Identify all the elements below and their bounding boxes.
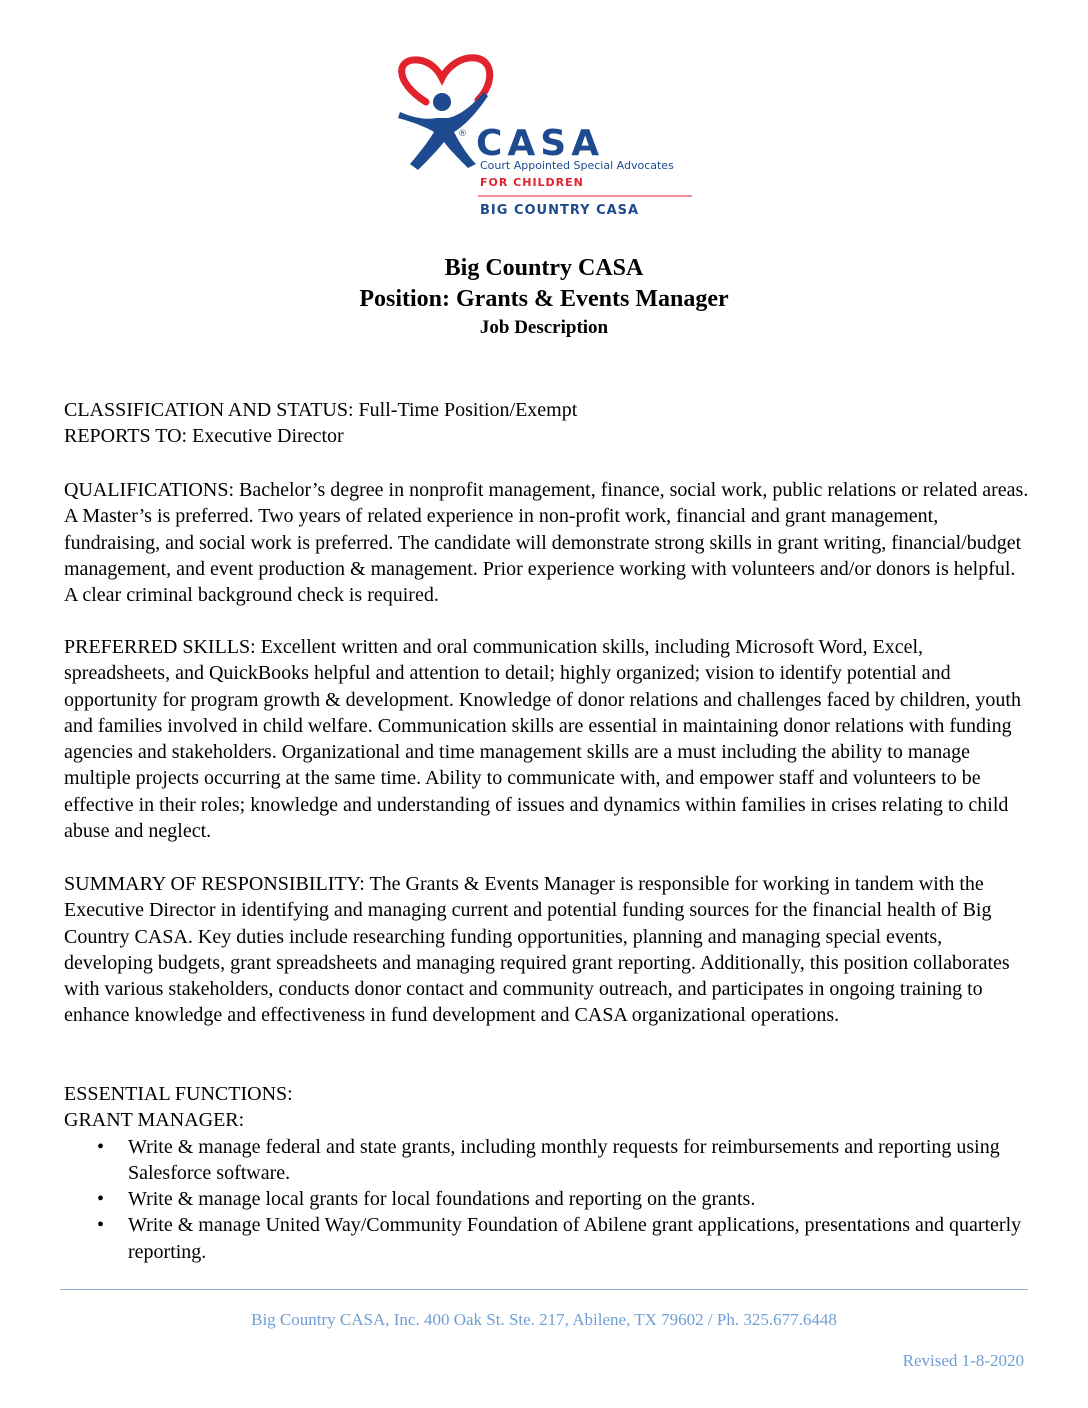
preferred-skills-block: [64, 634, 1029, 844]
grant-manager-heading: GRANT MANAGER:: [64, 1109, 245, 1132]
doc-type-title: Job Description: [479, 317, 609, 338]
logo-line-3: BIG COUNTRY CASA: [480, 203, 640, 218]
figure-head-icon: [433, 93, 451, 111]
list-item-text: Write & manage federal and state grants, including monthly requests for reimbursements and reporting using Salesforce software.: [128, 1135, 1000, 1184]
grant-duties-list: [64, 1134, 1029, 1265]
qualifications-text: QUALIFICATIONS: Bachelor’s degree in nonprofit management, finance, social work, public relations or related areas. A Master’s is preferred. Two years of related experience in non-profit work, financial and grant management, fundraising, and social work is preferred. The candidate will demonstrate strong skills in grant writing, financial/budget management, and event production & management. Prior experience working with volunteers and/or donors is helpful. A clear criminal background check is required.: [64, 479, 1029, 607]
list-item-text: Write & manage United Way/Community Foundation of Abilene grant applications, presentations and quarterly reporting.: [128, 1214, 1022, 1263]
summary-text: SUMMARY OF RESPONSIBILITY: The Grants & Events Manager is responsible for working in tandem with the Executive Director in identifying and managing current and potential funding sources for the financial health of Big Country CASA. Key duties include researching funding opportunities, planning and managing special events, developing budgets, grant spreadsheets and managing required grant reporting. Additionally, this position collaborates with various stakeholders, conducts donor contact and community outreach, and participates in ongoing training to enhance knowledge and effectiveness in fund development and CASA organizational operations.: [64, 873, 1010, 1027]
footer-address: Big Country CASA, Inc. 400 Oak St. Ste. 217, Abilene, TX 79602 / Ph. 325.677.6448: [251, 1310, 837, 1329]
list-item: [64, 1186, 1029, 1212]
essential-functions-block: [64, 1081, 1029, 1265]
essential-functions-heading: ESSENTIAL FUNCTIONS:: [64, 1083, 293, 1105]
qualifications-block: [64, 477, 1029, 608]
footer-divider: [60, 1289, 1028, 1290]
summary-block: [64, 871, 1029, 1029]
casa-logo: [390, 52, 700, 222]
list-item: [64, 1212, 1029, 1265]
registered-mark-icon: ®: [458, 129, 467, 139]
list-item: [64, 1134, 1029, 1187]
bullet-icon: •: [97, 1214, 105, 1237]
logo-name: CASA: [476, 123, 605, 164]
org-title: Big Country CASA: [444, 255, 644, 281]
bullet-icon: •: [97, 1188, 105, 1211]
classification-block: [64, 397, 1029, 450]
logo-line-2: FOR CHILDREN: [480, 176, 584, 189]
casa-logo-graphic: [390, 52, 700, 222]
preferred-skills-text: PREFERRED SKILLS: Excellent written and oral communication skills, including Microsoft Word, Excel, spreadsheets, and QuickBooks helpful and attention to detail; highly organized; vision to identify potential and opportunity for program growth & development. Knowledge of donor relations and challenges faced by children, youth and families involved in child welfare. Communication skills are essential in maintaining donor relations with funding agencies and stakeholders. Organizational and time management skills are a must including the ability to manage multiple projects occurring at the same time. Ability to communicate with, and empower staff and volunteers to be effective in their roles; knowledge and understanding of issues and dynamics within families in crises relating to child abuse and neglect.: [64, 636, 1021, 843]
classification-text: CLASSIFICATION AND STATUS: Full-Time Position/Exempt: [64, 399, 578, 421]
reports-to-text: REPORTS TO: Executive Director: [64, 425, 344, 448]
list-item-text: Write & manage local grants for local foundations and reporting on the grants.: [128, 1188, 756, 1211]
revised-date: Revised 1-8-2020: [902, 1351, 1024, 1370]
bullet-icon: •: [97, 1135, 105, 1158]
position-title: Position: Grants & Events Manager: [359, 286, 729, 312]
logo-line-1: Court Appointed Special Advocates: [480, 159, 674, 172]
